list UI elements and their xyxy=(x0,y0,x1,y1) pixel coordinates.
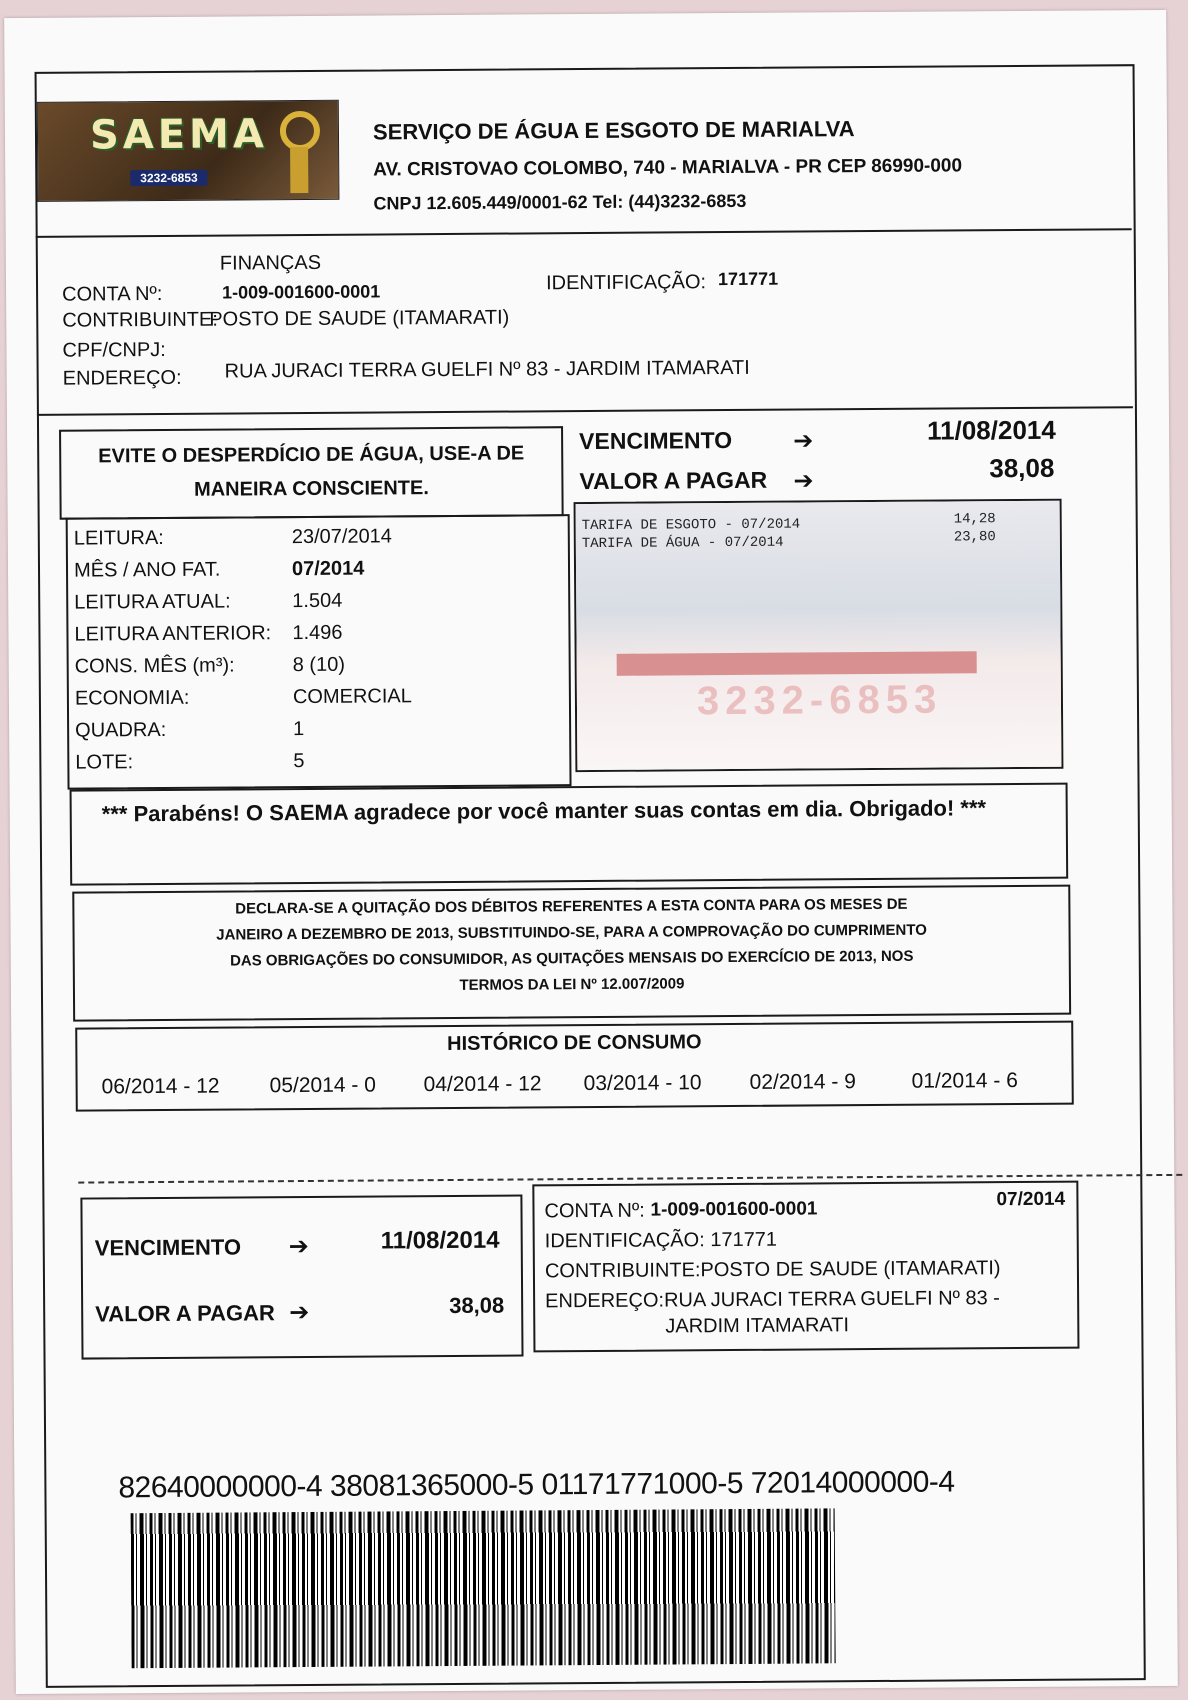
valor-value: 38,08 xyxy=(989,452,1055,484)
barcode-digits: 82640000000-4 38081365000-5 01171771000-5 72014000000-4 xyxy=(118,1465,955,1505)
endereco-label: ENDEREÇO: xyxy=(62,366,182,390)
stub-valor-label: VALOR A PAGAR xyxy=(95,1300,275,1327)
stub-period: 07/2014 xyxy=(996,1188,1066,1211)
arrow-icon: ➔ xyxy=(793,427,814,455)
reading-value: 5 xyxy=(293,749,305,773)
stub-account-box xyxy=(532,1181,1079,1353)
tariff-label: TARIFA DE ÁGUA - 07/2014 xyxy=(581,534,784,553)
department: FINANÇAS xyxy=(219,251,322,275)
logo-phone: 3232-6853 xyxy=(130,170,208,187)
reading-value: 07/2014 xyxy=(291,557,365,581)
arrow-icon: ➔ xyxy=(288,1232,309,1261)
history-item: 05/2014 - 0 xyxy=(269,1073,376,1098)
watermark-band xyxy=(617,651,977,676)
declaration-line: JANEIRO A DEZEMBRO DE 2013, SUBSTITUINDO-SE, PARA A COMPROVAÇÃO DO CUMPRIMENTO xyxy=(216,921,927,944)
contribuinte-label: CONTRIBUINTE: xyxy=(62,308,218,332)
reading-value: 1.504 xyxy=(292,589,343,613)
saema-logo xyxy=(37,100,340,202)
notice-line-1: EVITE O DESPERDÍCIO DE ÁGUA, USE-A DE xyxy=(98,442,525,468)
tariff-box xyxy=(574,499,1064,772)
stub-conta-label: CONTA Nº: xyxy=(544,1199,645,1223)
ident-value: 171771 xyxy=(717,268,779,290)
org-name: SERVIÇO DE ÁGUA E ESGOTO DE MARIALVA xyxy=(372,116,855,145)
barcode xyxy=(131,1508,836,1668)
reading-box xyxy=(66,514,572,790)
tariff-value: 14,28 xyxy=(953,511,996,528)
message-box xyxy=(70,783,1069,886)
reading-value: COMERCIAL xyxy=(292,685,412,709)
contribuinte-value: POSTO DE SAUDE (ITAMARATI) xyxy=(209,306,510,331)
stub-vencimento-value: 11/08/2014 xyxy=(380,1226,500,1255)
history-item: 02/2014 - 9 xyxy=(749,1070,856,1094)
reading-value: 23/07/2014 xyxy=(291,525,392,549)
stub-valor-value: 38,08 xyxy=(449,1292,505,1319)
arrow-icon: ➔ xyxy=(793,467,814,495)
tariff-label: TARIFA DE ESGOTO - 07/2014 xyxy=(581,516,801,535)
stub-vencimento-label: VENCIMENTO xyxy=(94,1234,242,1261)
ident-label: IDENTIFICAÇÃO: xyxy=(545,271,707,295)
history-item: 04/2014 - 12 xyxy=(423,1072,542,1097)
reading-label: LEITURA ATUAL: xyxy=(74,590,231,614)
org-cnpj-tel: CNPJ 12.605.449/0001-62 Tel: (44)3232-6853 xyxy=(373,190,747,214)
stub-endereco-1: ENDEREÇO:RUA JURACI TERRA GUELFI Nº 83 - xyxy=(545,1287,1001,1313)
stub-due-box xyxy=(80,1194,523,1359)
bill-page xyxy=(4,10,1178,1694)
reading-value: 1 xyxy=(293,717,305,741)
history-box xyxy=(75,1021,1074,1112)
stub-endereco-2: JARDIM ITAMARATI xyxy=(665,1314,850,1338)
reading-label: CONS. MÊS (m³): xyxy=(74,654,235,678)
notice-box xyxy=(59,426,564,520)
reading-label: QUADRA: xyxy=(75,718,167,742)
stub-contribuinte: CONTRIBUINTE:POSTO DE SAUDE (ITAMARATI) xyxy=(544,1257,1001,1283)
logo-text: SAEMA xyxy=(89,111,269,159)
tariff-value: 23,80 xyxy=(953,529,996,546)
pipe-icon xyxy=(290,147,308,193)
org-address: AV. CRISTOVAO COLOMBO, 740 - MARIALVA - PR CEP 86990-000 xyxy=(373,155,963,181)
watermark-phone: 3232-6853 xyxy=(696,677,943,724)
valve-icon xyxy=(280,111,320,151)
history-item: 06/2014 - 12 xyxy=(101,1074,220,1099)
vencimento-value: 11/08/2014 xyxy=(926,414,1056,446)
history-title: HISTÓRICO DE CONSUMO xyxy=(447,1031,702,1056)
reading-label: MÊS / ANO FAT. xyxy=(73,558,221,582)
declaration-box xyxy=(72,885,1071,1022)
cpf-label: CPF/CNPJ: xyxy=(62,338,166,362)
reading-value: 1.496 xyxy=(292,621,343,645)
endereco-value: RUA JURACI TERRA GUELFI Nº 83 - JARDIM ITAMARATI xyxy=(224,356,750,383)
arrow-icon: ➔ xyxy=(289,1298,310,1327)
declaration-line: DAS OBRIGAÇÕES DO CONSUMIDOR, AS QUITAÇÕES MENSAIS DO EXERCÍCIO DE 2013, NOS xyxy=(229,947,914,970)
declaration-line: TERMOS DA LEI Nº 12.007/2009 xyxy=(459,975,685,994)
reading-label: LEITURA ANTERIOR: xyxy=(74,622,272,646)
reading-label: LOTE: xyxy=(75,751,134,774)
notice-line-2: MANEIRA CONSCIENTE. xyxy=(193,477,429,501)
thank-you-message: *** Parabéns! O SAEMA agradece por você manter suas contas em dia. Obrigado! *** xyxy=(101,795,987,827)
valor-label: VALOR A PAGAR xyxy=(579,466,768,495)
reading-list xyxy=(68,516,568,774)
reading-value: 8 (10) xyxy=(292,653,346,677)
vencimento-label: VENCIMENTO xyxy=(579,427,733,455)
reading-label: LEITURA: xyxy=(73,526,164,550)
stub-conta-value: 1-009-001600-0001 xyxy=(650,1198,818,1221)
conta-label: CONTA Nº: xyxy=(62,282,163,306)
history-item: 03/2014 - 10 xyxy=(583,1071,702,1096)
declaration-line: DECLARA-SE A QUITAÇÃO DOS DÉBITOS REFERENTES A ESTA CONTA PARA OS MESES DE xyxy=(235,895,908,918)
history-item: 01/2014 - 6 xyxy=(911,1069,1018,1093)
conta-value: 1-009-001600-0001 xyxy=(222,281,381,303)
stub-ident: IDENTIFICAÇÃO: 171771 xyxy=(544,1228,778,1253)
reading-label: ECONOMIA: xyxy=(74,686,190,710)
